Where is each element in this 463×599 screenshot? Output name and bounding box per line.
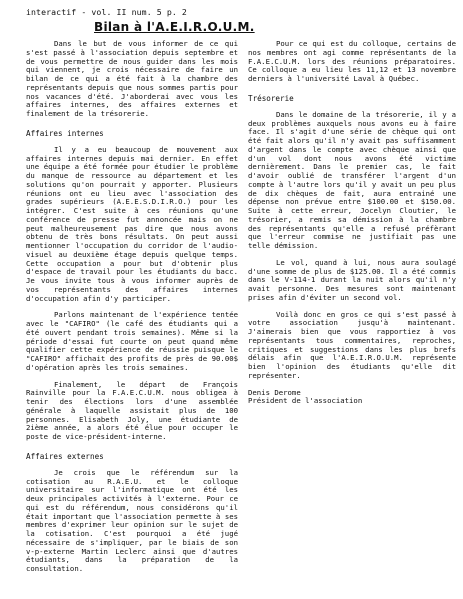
colloquium-paragraph: Pour ce qui est du colloque, certains de nos membres ont agi comme représentants de la F.A.E.C.U.M. lors des réunions préparatoires. Ce colloque a eu lieu les 11,12 et 13 novembre derniers à l'université Laval à Québec. bbox=[248, 39, 456, 83]
conclusion-paragraph: Voilà donc en gros ce qui s'est passé à votre association jusqu'à maintenant. J'aimerais bien que vous rapportiez à vos représentants tous commentaires, reproches, critiques et suggestions dans les plus brefs délais afin que l'A.E.I.R.O.U.M. représente bien l'opinion des étudiants qu'elle dit représenter. bbox=[248, 309, 456, 380]
signature-role: Président de l'association bbox=[248, 396, 363, 406]
signature-name: Denis Derome bbox=[248, 387, 301, 397]
article-title: Bilan à l'A.E.I.R.O.U.M. bbox=[94, 20, 255, 34]
election-paragraph: Finalement, le départ de François Rainville pour la F.A.E.C.U.M. nous obligea à tenir des élections lors d'une assemblée générale à laquelle assistait plus de 100 personnes. Elisabeth Joly, une étudiante de 2ième année, a alors été élue pour occuper le poste de vice-président-interne. bbox=[26, 379, 238, 441]
section-heading-internal-affairs: Affaires internes bbox=[26, 128, 104, 138]
internal-affairs-paragraph: Il y a eu beaucoup de mouvement aux affaires internes depuis mai dernier. En effet une équipe a été formée pour étudier le problème du manque de ressource au département et les solutions qu'on pourrait y apporter. Plusieurs réunions ont eu lieu avec l'association des grades supérieurs (A.E.E.S.D.I.R.O.) pour les intégrer. C'est suite à ces réunions qu'une conférence de presse fut annoncée mais on ne peut malheureusement pas dire que nous avons obtenu de très bons résultats. On peut aussi mentionner l'occupation du corridor de l'audio-visuel au deuxième étage depuis quelque temps. Cette occupation a pour but d'obtenir plus d'espace de travail pour les étudiants du bacc. Je vous invite tous à vous informer auprès de vos représentants des affaires internes d'occupation afin d'y participer. bbox=[26, 144, 238, 303]
right-column bbox=[248, 40, 456, 406]
issue-header: interactif - vol. II num. 5 p. 2 bbox=[26, 7, 187, 17]
section-heading-external-affairs: Affaires externes bbox=[26, 451, 104, 461]
referendum-paragraph: Je crois que le référendum sur la cotisation au R.A.E.U. et le colloque universitaire sur l'informatique ont été les deux principales activités à l'externe. Pour ce qui est du référendum, nous considérons qu'il était important que l'association permette à ses membres d'exprimer leur opinion sur le sujet de la cotisation. C'est pourquoi a été jugé nécessaire de s'impliquer, par le biais de son v-p-externe Martin Leclerc ainsi que d'autres étudiants, dans la préparation de la consultation. bbox=[26, 467, 238, 573]
cafiro-paragraph: Parlons maintenant de l'expérience tentée avec le "CAFIRO" (le café des étudiants qui a été ouvert pendant trois semaines). Même si la période d'essai fut courte on peut quand même qualifier cette expérience de réussie puisque le "CAFIRO" affichait des profits de près de 90.00$ d'opération après les trois semaines. bbox=[26, 310, 238, 372]
treasury-paragraph: Dans le domaine de la trésorerie, il y a deux problèmes auxquels nous avons eu à faire face. Il s'agit d'une série de chèque qui ont été fait alors qu'il n'y avait pas suffisamment d'argent dans le compte avec chèque ainsi que d'un vol dont nous avons été victime dernièrement. Dans le premier cas, le fait d'avoir oublié de transférer l'argent d'un compte à l'autre lors qu'il y avait un peu plus de dix chèques de fait, aura entrainé une dépense non prévue entre $100.00 et $150.00. Suite à cette erreur, Jocelyn Cloutier, le trésorier, a remis sa démission à la chambre des représentants qu'elle a refusé préfèrant que l'erreur commise ne justifiait pas une telle démission. bbox=[248, 109, 456, 250]
intro-paragraph: Dans le but de vous informer de ce qui s'est passé à l'association depuis septembre et de vous permettre de nous guider dans les mois qui viennent, je crois nécessaire de faire un bilan de ce qui a été fait à la chambre des représentants depuis que nous sommes partis pour nos vacances d'été. J'aborderai avec vous les affaires internes, des affaires externes et finalement de la trésorerie. bbox=[26, 39, 238, 118]
theft-paragraph: Le vol, quand à lui, nous aura soulagé d'une somme de plus de $125.00. Il a été commis dans le V-114-1 durant la nuit alors qu'il n'y avait personne. Des mesures sont maintenant prises afin d'éviter un second vol. bbox=[248, 257, 456, 302]
left-column bbox=[26, 40, 238, 582]
section-heading-treasury: Trésorerie bbox=[248, 93, 294, 103]
